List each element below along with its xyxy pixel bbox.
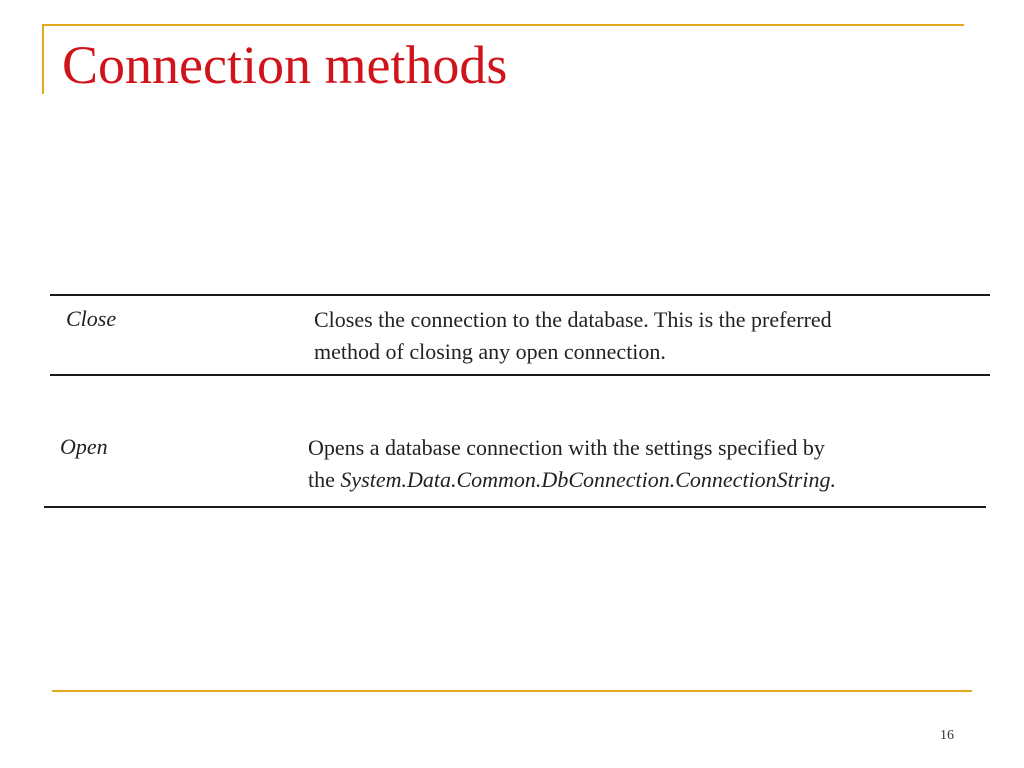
method-description-open [308, 432, 836, 496]
page-number: 16 [940, 728, 954, 743]
description-line: Opens a database connection with the settings specified by [308, 435, 825, 460]
table-top-rule [50, 294, 990, 296]
method-name-close: Close [66, 306, 117, 331]
table-bottom-rule [44, 506, 986, 508]
description-line [308, 464, 836, 496]
left-accent-rule [42, 24, 44, 94]
description-line: Closes the connection to the database. This is the preferred [314, 307, 832, 332]
slide-title: Connection methods [62, 35, 508, 95]
table-row-divider [50, 374, 990, 376]
top-accent-rule [42, 24, 964, 26]
connection-string-property: System.Data.Common.DbConnection.ConnectionString. [340, 467, 836, 492]
method-name-open: Open [60, 434, 108, 459]
method-description-close [314, 304, 832, 368]
description-text: the [308, 467, 341, 492]
footer-accent-rule [52, 690, 972, 692]
description-line: method of closing any open connection. [314, 339, 666, 364]
